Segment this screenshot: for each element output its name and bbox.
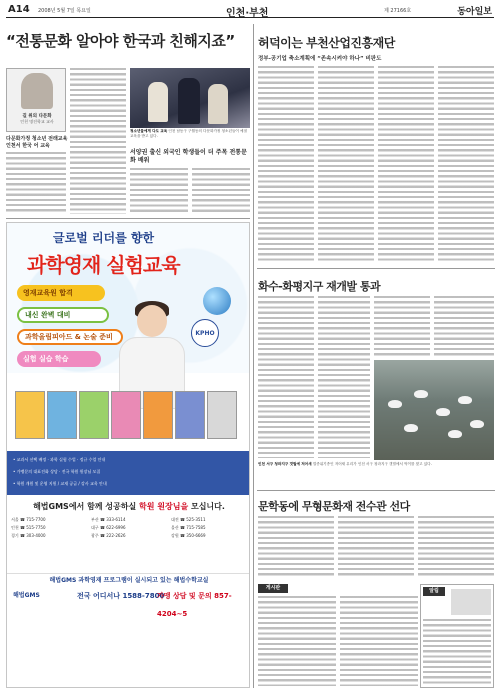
article-body-text [70,68,126,214]
textbook-cover [111,391,141,439]
article-body-text [418,516,494,578]
textbook-cover [175,391,205,439]
textbook-cover [47,391,77,439]
textbook-cover [15,391,45,439]
people-box-title: 알림 [423,587,445,596]
article-body-text [434,296,494,356]
globe-icon [203,287,231,315]
advertisement[interactable] [6,222,250,688]
notice-text [340,596,418,686]
columnist-photo [21,73,53,109]
notice-board [258,584,418,688]
kpho-badge: KPHO [191,319,219,347]
issue-number: 제 27166호 [384,8,412,14]
ad-contact-bar[interactable] [7,587,250,618]
left-headline: “전통문화 알아야 한국과 친해지죠” [6,32,235,50]
article-body-text [338,516,414,578]
article-photo [130,68,250,128]
left-kicker: 다문화가정 청소년 전래교육 인천서 한국 어 교육 [6,136,68,149]
ad-footer-line: 해법GMS 과학영재 프로그램이 실시되고 있는 해법수학교실 [7,573,250,587]
national-phone[interactable]: 전국 어디서나 1588-7800 [77,592,165,600]
right-headline-3: 문학동에 무형문화재 전수관 선다 [258,500,410,513]
ad-recruit-message: 해법GMS에서 함께 성공하실 학원 원장님을 모십니다. [33,502,225,511]
people-text [423,619,491,685]
brand-logo: 해법GMS [13,592,40,599]
ad-feature-olympiad: 과학올림피아드 & 논술 준비 [17,329,123,345]
section-title: 인천·부천 [226,8,269,19]
section-divider [257,490,495,491]
section-divider [257,268,495,269]
left-subhead: 서양권 출신 외국인 학생들이 더 주목 전통문화 배워 [130,149,247,164]
bird-photo [374,360,494,460]
article-body-text [6,152,66,214]
columnist-name: 길 위의 다문화 [22,114,52,119]
ad-feature-exam: 내신 완벽 대비 [17,307,109,323]
right-headline-2: 화수-화평지구 재개발 통과 [258,280,381,293]
section-divider [6,218,250,219]
article-body-text [378,66,434,262]
ad-title: 과학영재 실험교육 [27,253,180,277]
ad-info-band: • 교과서 선택 배정 · 과학 실험 수업 · 정규 수업 안내 • 가맹문의 대표전화 상담 · 전국 학원 원장님 모집 • 학원 개원 및 운영 지원 / 교재 공급 / 강사 교육 안내 [7,451,250,495]
right-subhead-1: 정부-공기업 축소계획에 “존속시켜야 하나” 비판도 [258,56,382,62]
ad-tagline: 글로벌 리더를 향한 [53,231,155,245]
columnist-profile [6,68,66,132]
article-body-text [192,168,250,214]
photo-caption: 청소년들에게 다도 교육 인천 남동구 구월동의 다문화가정 청소년들이 예절교육을 받고 있다. [130,129,247,138]
ad-feature-gifted: 영재교육원 합격 [17,285,105,301]
article-body-text [374,296,430,356]
issue-date: 2008년 5월 7일 목요일 [38,8,91,14]
person-photo [451,589,491,615]
article-body-text [438,66,494,262]
people-box [420,584,494,688]
branch-phone-table: 서울 ☎ 715-7700 인천 ☎ 515-7750 경기 ☎ 303-4000 부산 ☎ 333-6114 대구 ☎ 622-6996 광주 ☎ 222-2626 대전 ☎ 525-3511 울산 ☎ 715-7585 강원 ☎ 350-6669 [11,517,206,538]
page-header [6,2,494,18]
article-body-text [318,296,370,458]
notice-text [258,596,336,686]
page-number: A14 [8,4,30,15]
textbook-cover [143,391,173,439]
textbook-cover [207,391,237,439]
columnist-title: 인천 명진학교 교사 [20,119,54,124]
notice-board-title: 게시판 [258,584,288,593]
right-headline-1: 허덕이는 부천산업진흥재단 [258,36,395,50]
bird-photo-caption: 인천 서구 청라지구 갯벌에 저어새 멸종위기종인 저어새 무리가 인천 서구 청라지구 갯벌에서 먹이를 찾고 있다. [258,462,432,466]
textbook-cover [79,391,109,439]
textbook-lineup [15,391,243,445]
article-body-text [258,66,314,262]
article-body-text [318,66,374,262]
ad-feature-lab: 실험 실습 학습 [17,351,101,367]
article-body-text [258,296,314,458]
column-divider [253,24,254,688]
franchise-phone[interactable]: 가맹 상담 및 문의 857-4204~5 [157,592,232,618]
article-body-text [130,168,188,214]
newspaper-logo: 동아일보 [457,7,492,17]
article-body-text [258,516,334,578]
